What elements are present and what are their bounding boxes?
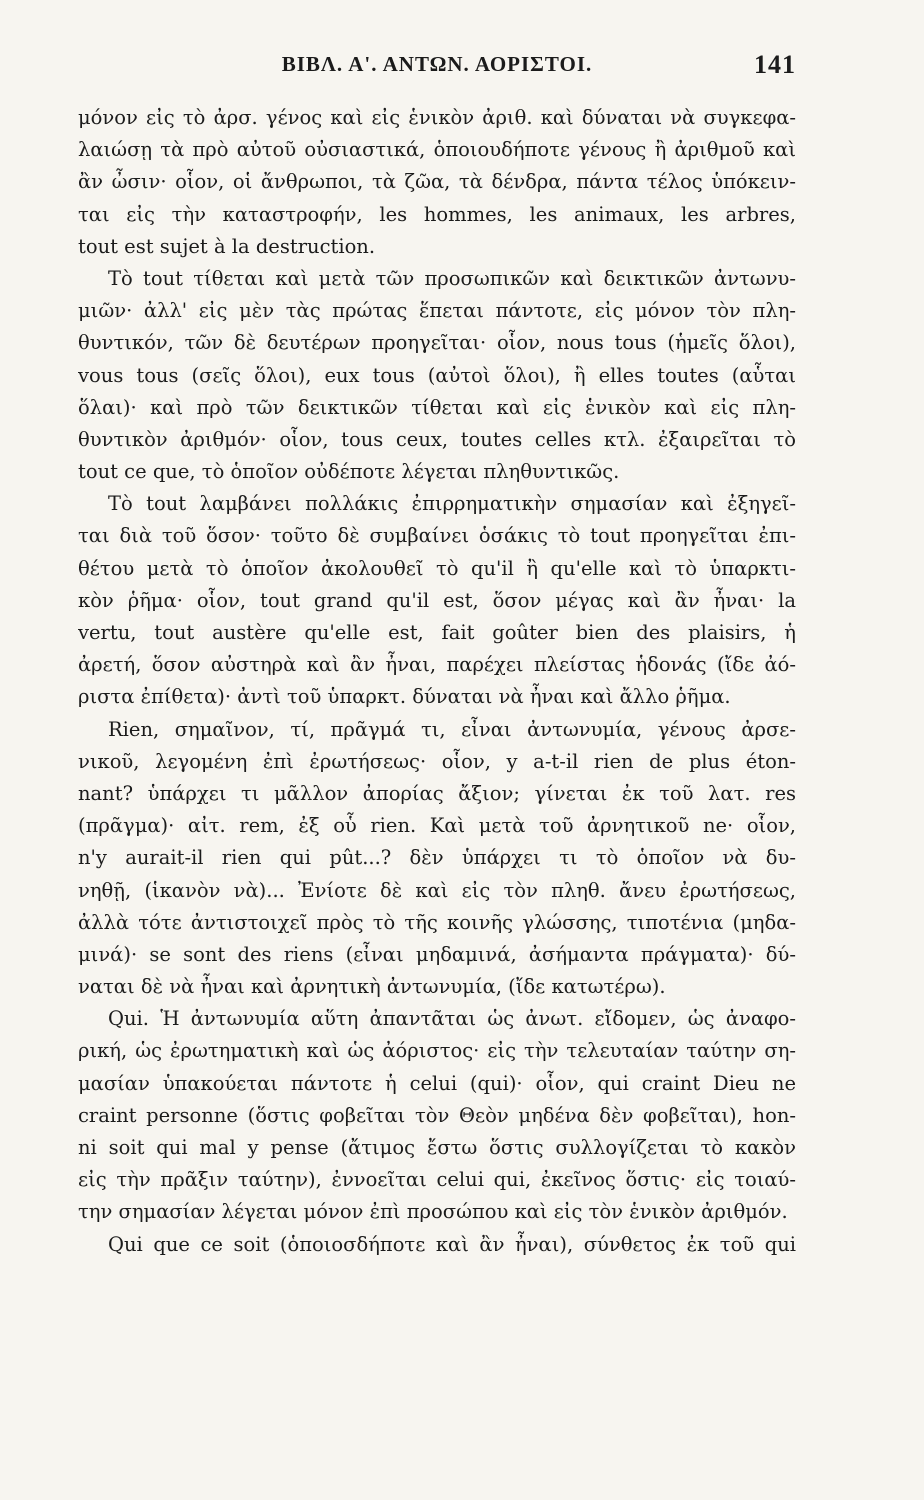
text-line: εἰς τὴν πρᾶξιν ταύτην), ἐννοεῖται celui qui, ἐκεῖνος ὅστις· εἰς τοιαύ- [78,1168,796,1192]
text-line: vous tous (σεῖς ὅλοι), eux tous (αὐτοὶ ὅλοι), ἢ elles toutes (αὗται [78,363,796,387]
text-line: κὸν ῥῆμα· οἷον, tout grand qu'il est, ὅσον μέγας καὶ ἂν ἦναι· la [78,588,796,612]
text-line: ἀλλὰ τότε ἀντιστοιχεῖ πρὸς τὸ τῆς κοινῆς γλώσσης, τιποτένια (μηδα- [78,910,796,934]
text-line: ἂν ὦσιν· οἷον, οἱ ἄνθρωποι, τὰ ζῶα, τὰ δένδρα, πάντα τέλος ὑπόκειν- [78,170,796,194]
text-line: νικοῦ, λεγομένη ἐπὶ ἐρωτήσεως· οἷον, y a-t-il rien de plus éton- [78,749,796,773]
text-line: θυντικὸν ἀριθμόν· οἷον, tous ceux, toutes celles κτλ. ἐξαιρεῖται τὸ [78,427,796,451]
text-line: tout est sujet à la destruction. [78,234,376,258]
text-line: nant? ὑπάρχει τι μᾶλλον ἀπορίας ἄξιον; γίνεται ἐκ τοῦ λατ. res [78,781,796,805]
text-line: ἀρετή, ὅσον αὐστηρὰ καὶ ἂν ἦναι, παρέχει πλείστας ἡδονάς (ἴδε ἀό- [78,653,796,677]
text-line: ται διὰ τοῦ ὅσον· τοῦτο δὲ συμβαίνει ὁσάκις τὸ tout προηγεῖται ἐπι- [78,524,796,548]
text-line: ρική, ὡς ἐρωτηματικὴ καὶ ὡς ἀόριστος· εἰς τὴν τελευταίαν ταύτην ση- [78,1039,796,1063]
text-line: ριστα ἐπίθετα)· ἀντὶ τοῦ ὑπαρκτ. δύναται νὰ ἦναι καὶ ἄλλο ῥῆμα. [78,685,731,709]
paragraph-start: Τὸ tout τίθεται καὶ μετὰ τῶν προσωπικῶν καὶ δεικτικῶν ἀντωνυ- [108,266,796,290]
text-line: ται εἰς τὴν καταστροφήν, les hommes, les animaux, les arbres, [78,202,796,226]
text-line: θέτου μετὰ τὸ ὁποῖον ἀκολουθεῖ τὸ qu'il ἢ qu'elle καὶ τὸ ὑπαρκτι- [78,556,796,580]
text-line: n'y aurait-il rien qui pût...? δὲν ὑπάρχει τι τὸ ὁποῖον νὰ δυ- [78,846,796,870]
text-line: νηθῇ, (ἱκανὸν νὰ)... Ἐνίοτε δὲ καὶ εἰς τὸν πληθ. ἄνευ ἐρωτήσεως, [78,878,796,902]
page-number: 141 [754,50,796,79]
running-head: ΒΙΒΛ. Α'. ΑΝΤΩΝ. ΑΟΡΙΣΤΟΙ. [281,52,593,76]
text-line: την σημασίαν λέγεται μόνον ἐπὶ προσώπου καὶ εἰς τὸν ἑνικὸν ἀριθμόν. [78,1200,788,1224]
text-line: craint personne (ὅστις φοβεῖται τὸν Θεὸν μηδένα δὲν φοβεῖται), hon- [78,1103,796,1127]
text-line: μασίαν ὑπακούεται πάντοτε ἡ celui (qui)· οἷον, qui craint Dieu ne [78,1071,796,1095]
paragraph-start: Qui. Ἡ ἀντωνυμία αὕτη ἀπαντᾶται ὡς ἀνωτ. εἴδομεν, ὡς ἀναφο- [108,1007,796,1031]
text-line: θυντικόν, τῶν δὲ δευτέρων προηγεῖται· οἷον, nous tous (ἡμεῖς ὅλοι), [78,331,796,355]
text-line: ni soit qui mal y pense (ἄτιμος ἔστω ὅστις συλλογίζεται τὸ κακὸν [78,1136,796,1159]
book-page [78,52,796,1261]
text-line: (πρᾶγμα)· αἰτ. rem, ἐξ οὗ rien. Καὶ μετὰ τοῦ ἀρνητικοῦ ne· οἷον, [78,814,796,838]
text-line: ναται δὲ νὰ ἦναι καὶ ἀρνητικὴ ἀντωνυμία, (ἴδε κατωτέρω). [78,975,666,999]
paragraph-start: Τὸ tout λαμβάνει πολλάκις ἐπιρρηματικὴν σημασίαν καὶ ἐξηγεῖ- [108,492,796,516]
text-line: tout ce que, τὸ ὁποῖον οὐδέποτε λέγεται πληθυντικῶς. [78,460,620,484]
paragraph-start: Rien, σημαῖνον, τί, πρᾶγμά τι, εἶναι ἀντωνυμία, γένους ἀρσε- [108,717,796,741]
paragraph-start: Qui que ce soit (ὁποιοσδήποτε καὶ ἂν ἦναι), σύνθετος ἐκ τοῦ qui [108,1232,796,1256]
text-line: μινά)· se sont des riens (εἶναι μηδαμινά, ἀσήμαντα πράγματα)· δύ- [78,942,796,966]
text-line: λαιώσῃ τὰ πρὸ αὐτοῦ οὐσιαστικά, ὁποιουδήποτε γένους ἢ ἀριθμοῦ καὶ [78,138,796,162]
body-text [78,102,796,1261]
text-line: μιῶν· ἀλλ' εἰς μὲν τὰς πρώτας ἕπεται πάντοτε, εἰς μόνον τὸν πλη- [78,299,796,323]
page-header [78,52,796,88]
text-line: vertu, tout austère qu'elle est, fait goûter bien des plaisirs, ἡ [78,621,796,644]
text-line: μόνον εἰς τὸ ἀρσ. γένος καὶ εἰς ἑνικὸν ἀριθ. καὶ δύναται νὰ συγκεφα- [78,106,796,129]
text-line: ὅλαι)· καὶ πρὸ τῶν δεικτικῶν τίθεται καὶ εἰς ἑνικὸν καὶ εἰς πλη- [78,395,796,419]
